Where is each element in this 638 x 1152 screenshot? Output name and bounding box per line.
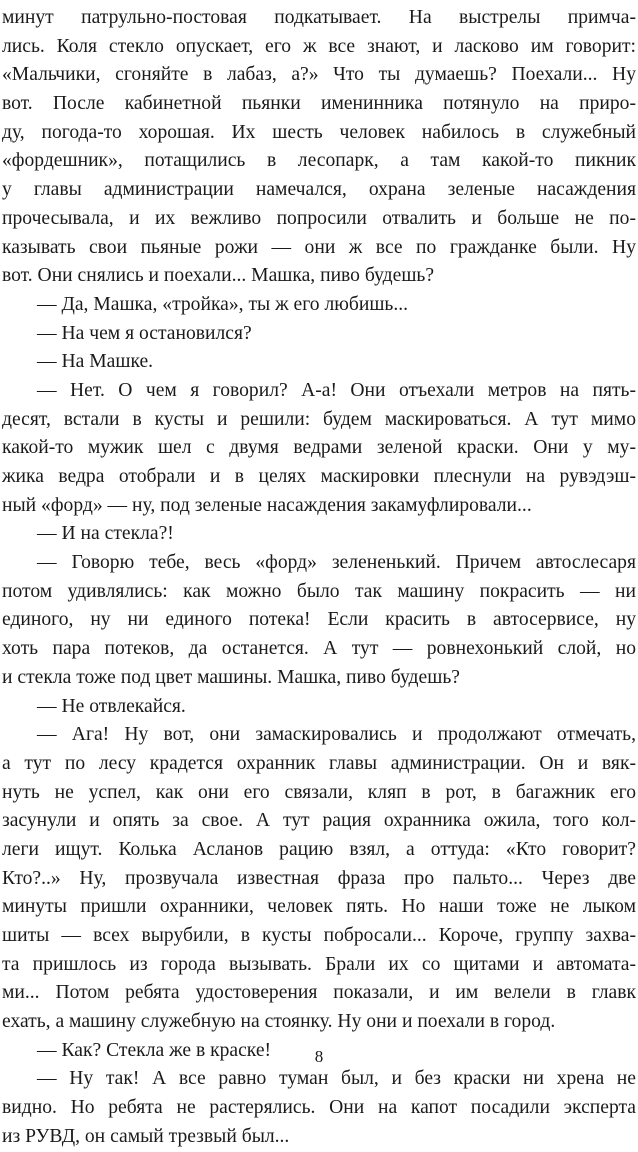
text-line: из РУВД, он самый трезвый был... xyxy=(2,1125,290,1147)
text-line: лись. Коля стекло опускает, его ж все знают, и ласково им говорит: xyxy=(2,35,636,57)
text-line: какой-то мужик шел с двумя ведрами зеленой краски. Они у му- xyxy=(2,437,636,459)
text-line: — Говорю тебе, весь «форд» зелененький. Причем автослесаря xyxy=(37,552,636,574)
text-line: казывать свои пьяные рожи — они ж все по гражданке были. Ну xyxy=(2,236,636,258)
text-line: засунули и опять за свое. А тут рация охранника ожила, того кол- xyxy=(2,810,636,832)
text-line: жика ведра отобрали и в целях маскировки плеснули на рувэдэш- xyxy=(2,466,636,487)
text-line: — На Машке. xyxy=(37,351,154,373)
text-line: «фордешник», потащились в лесопарк, а там какой-то пикник xyxy=(2,150,636,172)
text-line: «Мальчики, сгоняйте в лабаз, а?» Что ты думаешь? Поехали... Ну xyxy=(2,64,636,86)
body-text xyxy=(2,4,636,1152)
text-line: — Нет. О чем я говорил? А-а! Они отъехали метров на пять- xyxy=(37,379,636,401)
text-line: прочесывала, и их вежливо попросили отвалить и больше не по- xyxy=(2,207,636,229)
text-line: а тут по лесу крадется охранник главы администрации. Он и вяк- xyxy=(2,752,636,774)
text-line: — На чем я остановился? xyxy=(37,322,252,344)
text-line: десят, встали в кусты и решили: будем маскироваться. А тут мимо xyxy=(2,408,636,430)
text-line: потом удивлялись: как можно было так машину покрасить — ни xyxy=(2,580,636,602)
text-line: — Как? Стекла же в краске! xyxy=(37,1039,272,1061)
text-line: вот. После кабинетной пьянки именинника потянуло на приро- xyxy=(2,93,636,115)
text-line: шиты — всех вырубили, в кусты побросали... Короче, группу захва- xyxy=(2,925,636,946)
text-line: — Ну так! А все равно туман был, и без краски ни хрена не xyxy=(37,1068,636,1090)
page-number: 8 xyxy=(314,1047,324,1066)
text-line: вот. Они снялись и поехали... Машка, пиво будешь? xyxy=(2,265,435,287)
text-line: и стекла тоже под цвет машины. Машка, пиво будешь? xyxy=(2,666,460,688)
text-line: видно. Но ребята не растерялись. Они на капот посадили эксперта xyxy=(2,1097,636,1119)
text-line: — Не отвлекайся. xyxy=(37,695,186,717)
text-line: — Да, Машка, «тройка», ты ж его любишь... xyxy=(37,293,409,315)
text-line: хоть пара потеков, да останется. А тут — ровнехонький слой, но xyxy=(2,638,636,660)
text-line: ный «форд» — ну, под зеленые насаждения закамуфлировали... xyxy=(2,494,532,516)
text-line: ми... Потом ребята удостоверения показали, и им велели в главк xyxy=(2,982,636,1004)
text-line: нуть не успел, как они его связали, кляп в рот, в багажник его xyxy=(2,781,636,803)
text-line: — И на стекла?! xyxy=(37,523,174,545)
text-line: единого, ну ни единого потека! Если красить в автосервисе, ну xyxy=(2,609,636,631)
text-line: Кто?..» Ну, прозвучала известная фраза про пальто... Через две xyxy=(2,867,636,889)
text-line: у главы администрации намечался, охрана зеленые насаждения xyxy=(2,179,636,201)
text-line: леги ищут. Колька Асланов рацию взял, а оттуда: «Кто говорит? xyxy=(2,838,636,860)
text-line: — Ага! Ну вот, они замаскировались и продолжают отмечать, xyxy=(37,724,636,746)
text-line: та пришлось из города вызывать. Брали их со щитами и автомата- xyxy=(2,953,636,975)
text-line: ехать, а машину служебную на стоянку. Ну они и поехали в город. xyxy=(2,1011,556,1033)
text-line: минут патрульно-постовая подкатывает. На выстрелы примча- xyxy=(2,7,636,28)
text-line: ду, погода-то хорошая. Их шесть человек набилось в служебный xyxy=(2,121,636,143)
text-line: минуты пришли охранники, человек пять. Но наши тоже не лыком xyxy=(2,896,636,918)
